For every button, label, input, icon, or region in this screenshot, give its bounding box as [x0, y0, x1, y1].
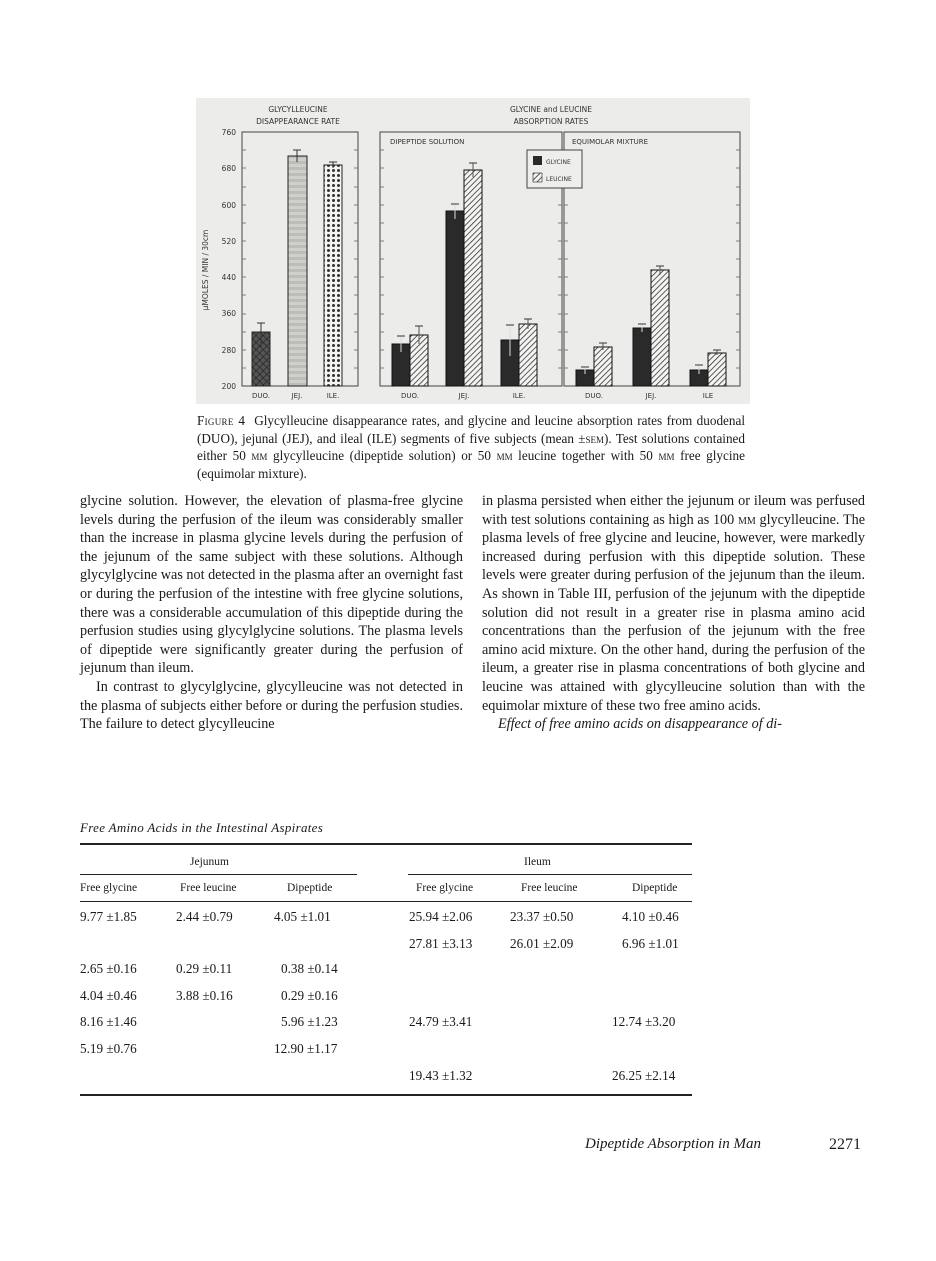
group-title-line1: GLYCINE and LEUCINE — [509, 105, 593, 114]
panel2-x-ile: ILE. — [512, 392, 526, 400]
body-column-right — [482, 492, 865, 734]
table-cell: 25.94 ±2.06 — [409, 909, 473, 924]
y-axis-label: μMOLES / MIN / 30cm — [201, 229, 210, 311]
paragraph-text: in plasma persisted when either the jejunum or ileum was perfused with test solutions containing as high as 100 — [482, 493, 865, 528]
caption-text: glycylleucine (dipeptide solution) or 50 — [267, 448, 497, 463]
table-cell: 4.10 ±0.46 — [622, 909, 679, 924]
panel2-title: DIPEPTIDE SOLUTION — [390, 138, 465, 146]
table-cell: 5.19 ±0.76 — [80, 1041, 137, 1056]
bar-chart-figure — [196, 98, 750, 404]
col-header: Free glycine — [80, 882, 138, 894]
group-header-jejunum: Jejunum — [190, 856, 229, 868]
table-cell: 3.88 ±0.16 — [176, 988, 233, 1003]
panel3-x-duo: DUO. — [585, 392, 603, 400]
paragraph — [482, 492, 865, 715]
table-cell: 5.96 ±1.23 — [281, 1014, 338, 1029]
page-number: 2271 — [829, 1136, 861, 1153]
table-cell: 9.77 ±1.85 — [80, 909, 137, 924]
svg-text:280: 280 — [221, 346, 236, 355]
table-title: Free Amino Acids in the Intestinal Aspirates — [80, 820, 324, 835]
legend-leucine-swatch — [533, 173, 542, 182]
legend-leucine-label: LEUCINE — [546, 176, 572, 183]
col-header: Free leucine — [180, 882, 237, 894]
body-column-left — [80, 492, 463, 734]
table-cell: 0.29 ±0.16 — [281, 988, 338, 1003]
svg-text:760: 760 — [221, 128, 236, 137]
caption-text: Glycylleucine disappearance rates, and glycine and leucine absorption rates from duodenal (DUO), jejunal (JEJ), and ileal (ILE) segments of five subjects (mean ± — [197, 413, 746, 446]
svg-text:600: 600 — [221, 201, 236, 210]
panel1-title-line1: GLYCYLLEUCINE — [268, 105, 328, 114]
running-title: Dipeptide Absorption in Man — [585, 1136, 761, 1152]
ileum-span-rule — [408, 874, 692, 875]
table-cell: 12.90 ±1.17 — [274, 1041, 338, 1056]
svg-text:680: 680 — [221, 164, 236, 173]
caption-unit: mm — [496, 448, 513, 463]
paragraph-text: glycylleucine. The plasma levels of free glycine and leucine, however, were markedly increased during perfusion with this dipeptide solution. These levels were greater during perfusion of the jejunum than the ileum. As shown in Table III, perfusion of the jejunum with the dipeptide solution did not result in a greater rise in plasma amino acid concentrations than the perfusion of the jejunum with the free amino acid mixture. On the other hand, during the perfusion of the ileum, a greater rise in plasma concentrations of both glycine and leucine was attained with glycylleucine solution than with the equimolar mixture of these two free amino acids. — [482, 511, 865, 714]
y-tick-labels — [222, 128, 237, 391]
figure-label: Figure 4 — [197, 413, 246, 428]
chart-legend — [527, 150, 582, 188]
group-title-line2: ABSORPTION RATES — [513, 117, 589, 126]
jejunum-span-rule — [80, 874, 357, 875]
caption-unit: mm — [251, 448, 268, 463]
svg-text:360: 360 — [221, 309, 236, 318]
panel1-title-line2: DISAPPEARANCE RATE — [256, 117, 340, 126]
panel3-x-jej: JEJ. — [645, 392, 657, 400]
table-bottom-rule — [80, 1094, 692, 1096]
paragraph: In contrast to glycylglycine, glycylleucine was not detected in the plasma of subjects either before or during the perfusion studies. The failure to detect glycylleucine — [80, 678, 463, 733]
caption-text: leucine together with 50 — [512, 448, 659, 463]
svg-text:520: 520 — [221, 237, 236, 246]
panel3-bars — [576, 266, 726, 386]
col-header: Free leucine — [521, 882, 578, 894]
panel2-x-duo: DUO. — [401, 392, 419, 400]
panel1-bars — [252, 150, 342, 386]
group-header-ileum: Ileum — [524, 856, 551, 868]
panel3-title: EQUIMOLAR MIXTURE — [572, 138, 649, 146]
section-heading-inline: Effect of free amino acids on disappearance of di- — [498, 716, 782, 733]
table-cell: 0.29 ±0.11 — [176, 961, 233, 976]
table-cell: 24.79 ±3.41 — [409, 1014, 473, 1029]
col-header: Free glycine — [416, 882, 474, 894]
panel1-x-ile: ILE. — [326, 392, 340, 400]
svg-text:440: 440 — [221, 273, 236, 282]
caption-sem: sem — [585, 430, 604, 446]
unit-text: mm — [737, 511, 756, 528]
col-header: Dipeptide — [287, 882, 333, 894]
table-cell: 12.74 ±3.20 — [612, 1014, 676, 1029]
figure-4 — [196, 98, 750, 404]
panel1-x-duo: DUO. — [252, 392, 270, 400]
caption-unit: mm — [658, 448, 675, 463]
caption-text: free glycine (equimolar mixture). — [197, 448, 745, 481]
caption-text: ). Test solutions contained either 50 — [197, 430, 745, 463]
table-cell: 2.44 ±0.79 — [176, 909, 233, 924]
figure-caption — [197, 412, 745, 482]
table-cell: 27.81 ±3.13 — [409, 936, 473, 951]
table-cell: 4.05 ±1.01 — [274, 909, 331, 924]
table-cell: 6.96 ±1.01 — [622, 936, 679, 951]
panel3-x-ile: ILE — [702, 392, 714, 400]
table-cell: 19.43 ±1.32 — [409, 1068, 473, 1083]
table-cell: 26.25 ±2.14 — [612, 1068, 676, 1083]
header-rule — [80, 901, 692, 902]
table-cell: 0.38 ±0.14 — [281, 961, 338, 976]
legend-glycine-swatch — [533, 156, 542, 165]
legend-glycine-label: GLYCINE — [546, 159, 571, 166]
table-cell: 23.37 ±0.50 — [510, 909, 574, 924]
table-cell: 2.65 ±0.16 — [80, 961, 137, 976]
col-header: Dipeptide — [632, 882, 678, 894]
table-top-rule — [80, 843, 692, 845]
table-cell: 8.16 ±1.46 — [80, 1014, 137, 1029]
panel1-x-jej: JEJ. — [291, 392, 303, 400]
table-cell: 4.04 ±0.46 — [80, 988, 137, 1003]
panel2-bars — [392, 163, 537, 386]
panel2-x-jej: JEJ. — [458, 392, 470, 400]
svg-text:200: 200 — [221, 382, 236, 391]
table-cell: 26.01 ±2.09 — [510, 936, 574, 951]
paragraph: glycine solution. However, the elevation of plasma-free glycine levels during the perfusion of the ileum was considerably smaller than the increase in plasma glycine levels during the perfusion of the jejunum of the same subject with these solutions. Although glycylglycine was not detected in the plasma after an overnight fast or during the perfusion of the intestine with free glycine solutions, there was a considerable accumulation of this dipeptide during the perfusion studies using glycylglycine solutions. The plasma levels of dipeptide were significantly greater during the perfusion of jejunum than ileum. — [80, 493, 463, 677]
